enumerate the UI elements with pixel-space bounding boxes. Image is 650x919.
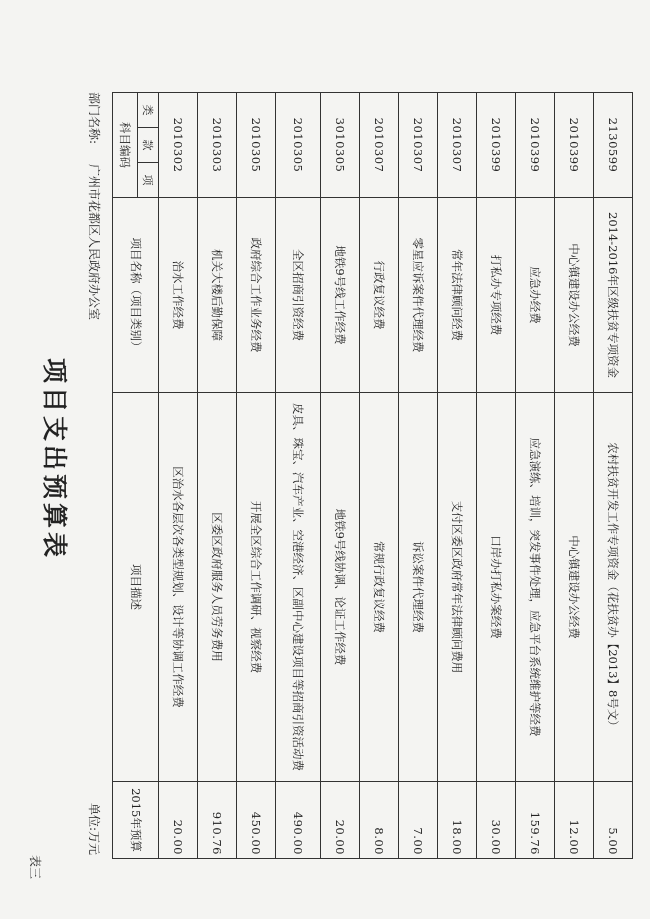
row-code: 2010307: [438, 93, 477, 198]
header-description: 项目描述: [113, 393, 159, 782]
unit-label: 单位:万元: [87, 802, 101, 855]
header-section: 款: [138, 128, 159, 163]
table-row: [237, 93, 276, 859]
table-row: [516, 93, 555, 859]
row-amount: 7.00: [399, 782, 438, 859]
header-budget: 2015年预算: [113, 782, 159, 859]
row-code: 2010303: [198, 93, 237, 198]
row-amount: 8.00: [360, 782, 399, 859]
table-row: [159, 93, 198, 859]
row-description: 农村扶贫开发工作专项资金（花扶贫办【2013】8号文）: [594, 393, 633, 782]
table-header-row: [113, 93, 138, 859]
row-code: 2010307: [360, 93, 399, 198]
row-name: 政府综合工作业务经费: [237, 198, 276, 393]
row-amount: 20.00: [321, 782, 360, 859]
table-row: [321, 93, 360, 859]
row-name: 中心镇建设办公经费: [555, 198, 594, 393]
department-line: [86, 92, 103, 320]
table-row: [399, 93, 438, 859]
row-name: 应急办经费: [516, 198, 555, 393]
row-description: 中心镇建设办公经费: [555, 393, 594, 782]
document-title: 项目支出预算表: [40, 357, 69, 561]
row-name: 2014-2016年区级扶贫专项资金: [594, 198, 633, 393]
row-code: 2130599: [594, 93, 633, 198]
row-description: 皮具、珠宝、汽车产业、空港经济、区副中心建设项目等招商引资活动费: [276, 393, 321, 782]
row-description: 口岸办打私办案经费: [477, 393, 516, 782]
table-row: [360, 93, 399, 859]
row-description: 区治水各层次各类型规划、设计等协调工作经费: [159, 393, 198, 782]
table-row: [555, 93, 594, 859]
row-description: 地铁9号线协调、论证工作经费: [321, 393, 360, 782]
table-row: [276, 93, 321, 859]
row-amount: 12.00: [555, 782, 594, 859]
department-value: 广州市花都区人民政府办公室: [87, 164, 101, 321]
table-row: [594, 93, 633, 859]
row-description: 常规行政复议经费: [360, 393, 399, 782]
row-code: 2010305: [276, 93, 321, 198]
row-name: 全区招商引资经费: [276, 198, 321, 393]
department-label: 部门名称:: [87, 92, 101, 145]
header-item: 项: [138, 163, 159, 198]
row-name: 零星应诉案件代理经费: [399, 198, 438, 393]
table-number-label: 表三: [28, 854, 42, 879]
row-name: 机关大楼后勤保障: [198, 198, 237, 393]
table-row: [477, 93, 516, 859]
header-class: 类: [138, 93, 159, 128]
row-name: 常年法律顾问经费: [438, 198, 477, 393]
row-name: 行政复议经费: [360, 198, 399, 393]
row-name: 治水工作经费: [159, 198, 198, 393]
row-code: 2010399: [516, 93, 555, 198]
row-amount: 450.00: [237, 782, 276, 859]
row-description: 开展全区综合工作调研、视察经费: [237, 393, 276, 782]
budget-table: [112, 92, 633, 859]
row-amount: 490.00: [276, 782, 321, 859]
row-amount: 18.00: [438, 782, 477, 859]
table-row: [438, 93, 477, 859]
table-row: [198, 93, 237, 859]
row-code: 2010307: [399, 93, 438, 198]
row-amount: 30.00: [477, 782, 516, 859]
row-code: 2010399: [477, 93, 516, 198]
row-code: 2010302: [159, 93, 198, 198]
row-amount: 910.76: [198, 782, 237, 859]
row-description: 应急演练、培训，突发事件处理，应急平台系统维护等经费: [516, 393, 555, 782]
row-description: 支付区委区政府常年法律顾问费用: [438, 393, 477, 782]
row-description: 区委区政府服务人员劳务费用: [198, 393, 237, 782]
row-description: 诉讼案件代理经费: [399, 393, 438, 782]
row-name: 打私办专项经费: [477, 198, 516, 393]
row-amount: 5.00: [594, 782, 633, 859]
row-code: 2010305: [237, 93, 276, 198]
row-code: 2010399: [555, 93, 594, 198]
row-amount: 20.00: [159, 782, 198, 859]
row-code: 3010305: [321, 93, 360, 198]
row-amount: 159.76: [516, 782, 555, 859]
row-name: 地铁9号线工作经费: [321, 198, 360, 393]
header-name: 项目名称（项目类别）: [113, 198, 159, 393]
table-body: [159, 93, 633, 859]
header-subject-code: 科目编码: [113, 93, 138, 198]
